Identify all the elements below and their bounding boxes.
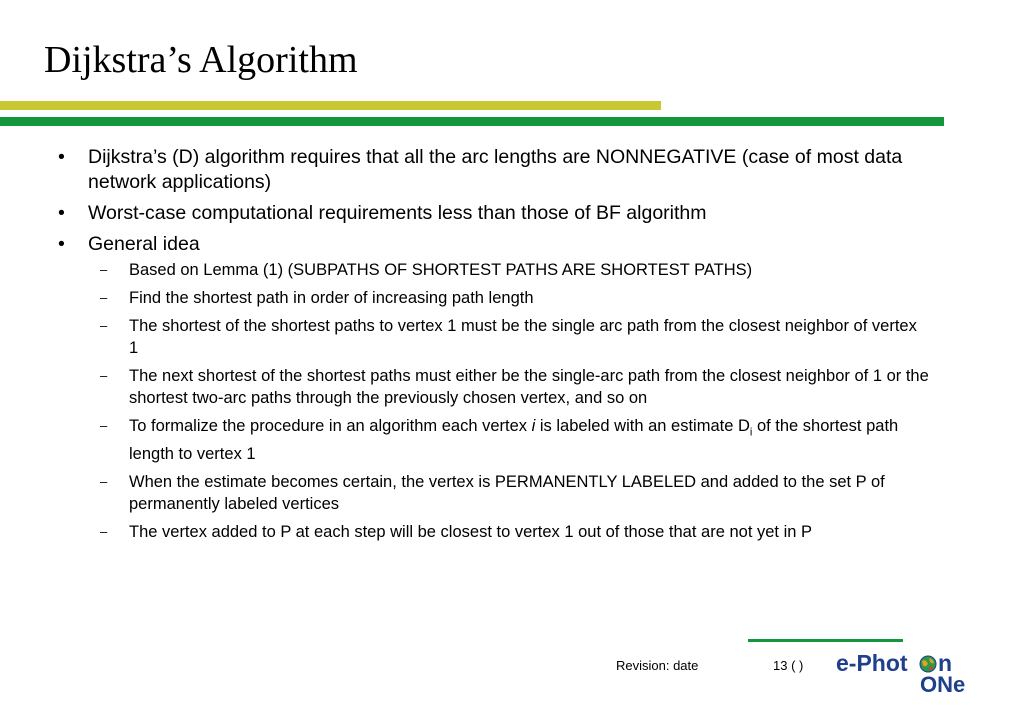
sub-bullet-text-part: is labeled with an estimate D [535, 417, 750, 435]
sub-bullet-text-part: of the shortest path length to vertex 1 [129, 417, 899, 464]
sub-bullet-marker: – [100, 262, 108, 277]
sub-bullet-marker: – [100, 368, 108, 383]
bullet-text: General idea [88, 233, 200, 255]
logo-text-n: n [938, 650, 953, 676]
bullet-text: Dijkstra’s (D) algorithm requires that all the arc lengths are NONNEGATIVE (case of most data network applications) [88, 146, 903, 193]
bullet-item [0, 201, 948, 226]
e-photon-one-logo [834, 648, 984, 700]
bullet-item [0, 145, 948, 195]
logo-text-line2: ONe [920, 672, 966, 697]
subscript-variable: i [749, 426, 753, 439]
sub-bullet-text: The next shortest of the shortest paths must either be the single-arc path from the closest neighbor of 1 or the shortest two-arc paths through the previously chosen vertex, and so on [129, 367, 929, 407]
slide-body [0, 145, 1023, 549]
sub-bullet-marker: – [100, 524, 108, 540]
bullet-text: Worst-case computational requirements less than those of BF algorithm [88, 202, 707, 224]
sub-bullet-item [0, 287, 929, 309]
sub-bullet-item [0, 521, 929, 543]
sub-bullet-text: When the estimate becomes certain, the vertex is PERMANENTLY LABELED and added to the set P of permanently labeled vertices [129, 473, 885, 514]
sub-bullet-text-part: To formalize the procedure in an algorithm each vertex [129, 417, 532, 435]
footer-revision: Revision: date [616, 658, 699, 673]
sub-bullet-text [129, 417, 898, 463]
sub-bullet-text: The vertex added to P at each step will be closest to vertex 1 out of those that are not yet in P [129, 523, 813, 542]
bullet-marker: • [58, 233, 65, 255]
bullet-marker: • [58, 146, 65, 168]
sub-bullet-marker: – [100, 418, 108, 433]
italic-variable: i [531, 417, 536, 435]
title-underline-green [0, 117, 944, 126]
sub-bullet-item [0, 365, 929, 409]
sub-bullet-item [0, 415, 929, 465]
slide-title: Dijkstra’s Algorithm [44, 39, 358, 81]
footer-page-number: 13 ( ) [773, 658, 804, 673]
bullet-item [0, 232, 948, 257]
sub-bullet-item [0, 471, 929, 515]
sub-bullet-text: Based on Lemma (1) (SUBPATHS OF SHORTEST PATHS ARE SHORTEST PATHS) [129, 261, 753, 279]
logo-text-line1: e-Phot [836, 650, 908, 676]
bullet-marker: • [58, 202, 65, 224]
sub-bullet-item [0, 315, 929, 359]
footer-divider [748, 639, 903, 642]
globe-icon [919, 655, 937, 673]
sub-bullet-marker: – [100, 318, 108, 333]
title-underline-olive [0, 101, 661, 110]
sub-bullet-item [0, 259, 929, 281]
sub-bullet-marker: – [100, 474, 108, 490]
sub-bullet-text: The shortest of the shortest paths to vertex 1 must be the single arc path from the closest neighbor of vertex 1 [129, 317, 917, 357]
sub-bullet-marker: – [100, 290, 108, 305]
sub-bullet-text: Find the shortest path in order of increasing path length [129, 289, 534, 307]
